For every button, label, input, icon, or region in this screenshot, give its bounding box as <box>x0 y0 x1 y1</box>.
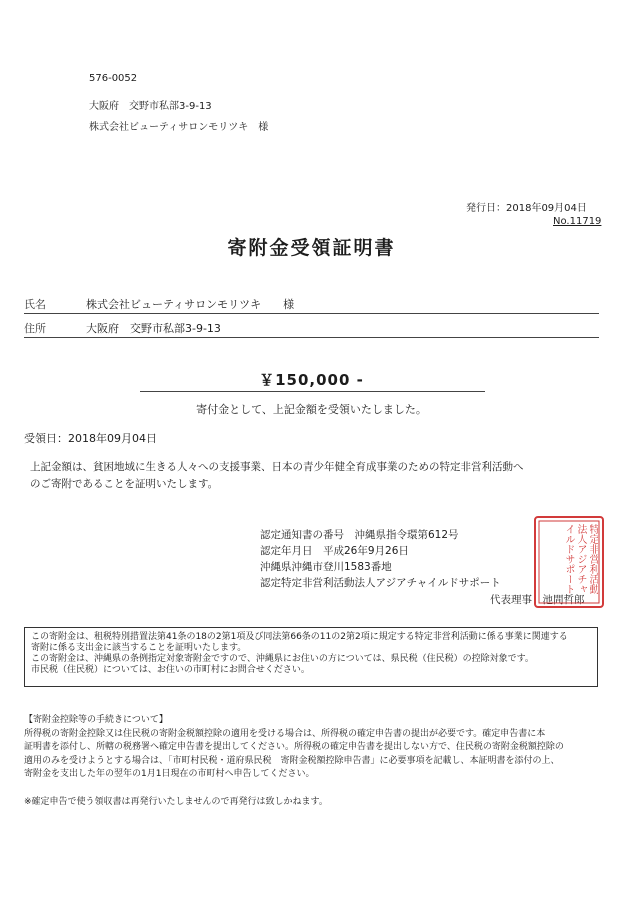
seal-text: 特定非営利活動法人アジアチャイルドサポート <box>563 524 598 594</box>
notice-line-3: この寄附金は、沖縄県の条例指定対象寄附金ですので、沖縄県にお住いの方については、県民税（住民税）の控除対象です。 <box>31 654 534 664</box>
address-label: 住所 <box>24 322 46 335</box>
cert-notice-no: 認定通知書の番号 沖縄県指令環第612号 <box>260 529 459 541</box>
issue-number: No.11719 <box>553 216 602 227</box>
tax-procedure <box>24 714 600 809</box>
issue-date-label: 発行日： <box>466 203 506 214</box>
receipt-date-label: 受領日： <box>24 432 68 445</box>
receipt-date-value: 2018年09月04日 <box>68 432 157 445</box>
cert-representative: 代表理事 池間哲郎 <box>490 594 585 606</box>
notice-line-4: 市民税（住民税）については、お住いの市町村にお問合せください。 <box>31 665 310 675</box>
cert-org-address: 沖縄県沖縄市登川1583番地 <box>260 561 392 573</box>
official-seal <box>534 516 604 608</box>
address-rule <box>24 337 599 338</box>
tax-footnote: ※確定申告で使う領収書は再発行いたしませんので再発行は致しかねます。 <box>24 796 328 807</box>
name-value: 株式会社ビューティサロンモリツキ 様 <box>86 298 295 311</box>
receipt-date <box>24 430 157 446</box>
name-rule <box>24 313 599 314</box>
notice-line-2: 寄附に係る支出金に該当することを証明いたします。 <box>31 643 247 653</box>
tax-line-4: 寄附金を支出した年の翌年の1月1日現在の市町村へ申告してください。 <box>24 769 315 779</box>
issue-date-value: 2018年09月04日 <box>506 203 587 214</box>
notice-line-1: この寄附金は、租税特別措置法第41条の18の2第1項及び同法第66条の11の2第2項に規定する特定非営利活動に係る事業に関連する <box>31 632 568 642</box>
address-value: 大阪府 交野市私部3-9-13 <box>86 322 221 335</box>
recipient-postal-code: 576-0052 <box>89 73 138 84</box>
recipient-address: 大阪府 交野市私部3-9-13 <box>89 101 212 112</box>
amount-rule <box>140 391 485 392</box>
received-text: 寄付金として、上記金額を受領いたしました。 <box>196 403 427 416</box>
body-line-1: 上記金額は、貧困地域に生きる人々への支援事業、日本の青少年健全育成事業のための特定非営利活動へ <box>30 461 524 473</box>
amount: ￥150,000 - <box>259 371 364 389</box>
name-label: 氏名 <box>24 298 46 311</box>
recipient-company: 株式会社ビューティサロンモリツキ 様 <box>89 122 269 133</box>
page-title: 寄附金受領証明書 <box>227 237 396 259</box>
cert-org-name: 認定特定非営利活動法人アジアチャイルドサポート <box>260 577 501 589</box>
tax-line-2: 証明書を添付し、所轄の税務署へ確定申告書を提出してください。所得税の確定申告書を提出しない方で、住民税の寄附金税額控除の <box>24 742 564 752</box>
tax-line-3: 適用のみを受けようとする場合は、「市町村民税・道府県民税 寄附金税額控除申告書」に必要事項を記載し、本証明書を添付の上、 <box>24 755 560 766</box>
body-line-2: のご寄附であることを証明いたします。 <box>30 478 219 490</box>
issue-date <box>466 199 587 214</box>
cert-date: 認定年月日 平成26年9月26日 <box>260 545 409 557</box>
tax-heading: 【寄附金控除等の手続きについて】 <box>24 715 168 725</box>
notice-box <box>24 627 598 687</box>
tax-line-1: 所得税の寄附金控除又は住民税の寄附金税額控除の適用を受ける場合は、所得税の確定申告書の提出が必要です。確定申告書に本 <box>24 728 546 739</box>
